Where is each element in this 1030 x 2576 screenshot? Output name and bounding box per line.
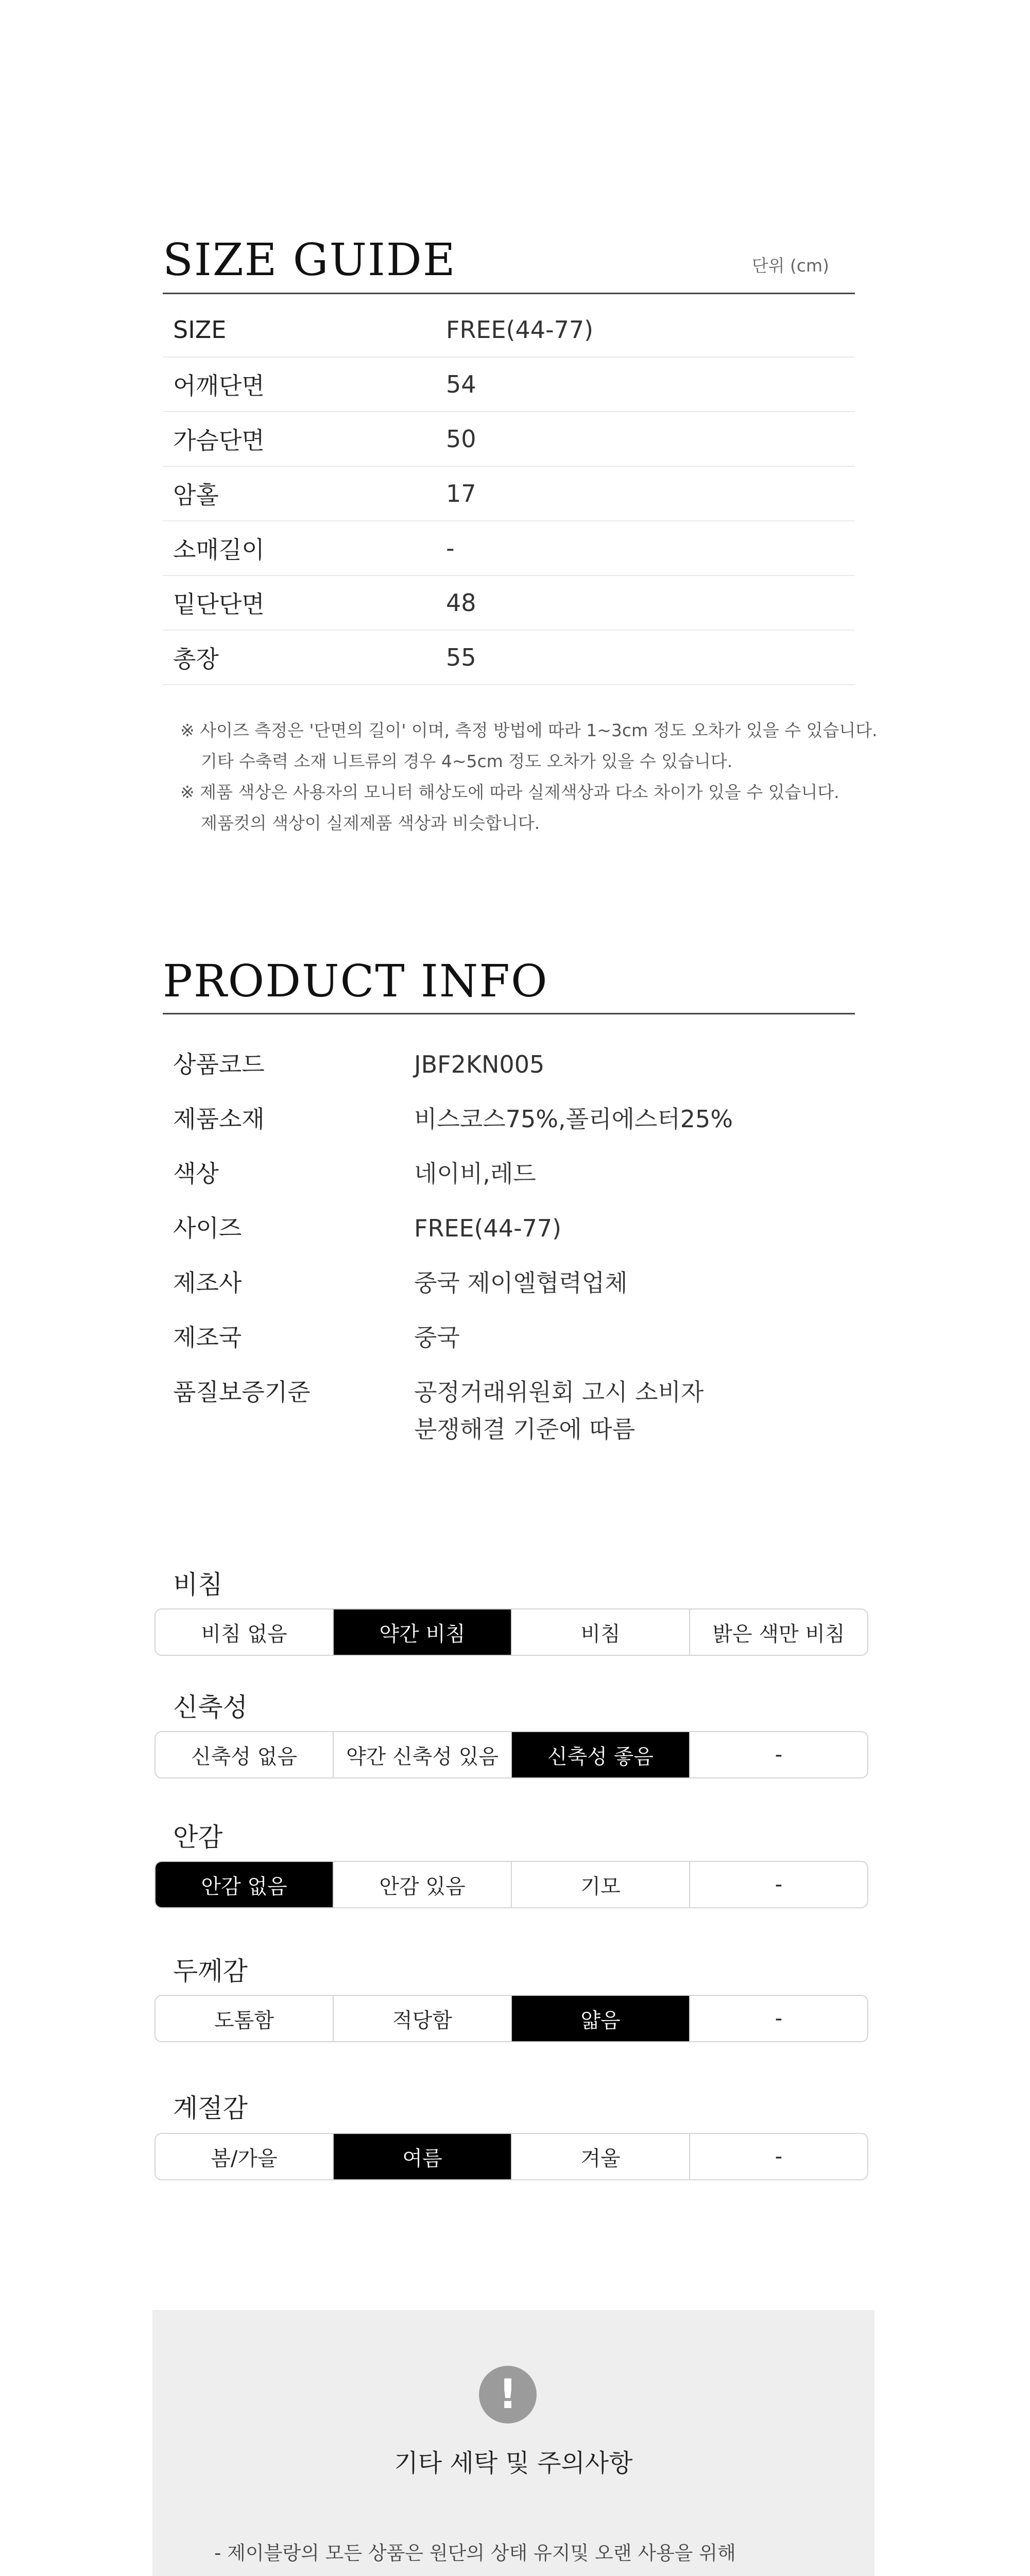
option-segment: -: [775, 1873, 783, 1896]
info-row: [173, 1100, 733, 1155]
care-line: [214, 2573, 864, 2576]
row-value: 55: [446, 643, 476, 671]
row-label: 암홀: [173, 481, 219, 509]
row-label: SIZE: [173, 316, 227, 344]
option-segment: 비침 없음: [156, 1609, 334, 1655]
option-segment: 신축성 없음: [156, 1732, 334, 1777]
info-value: JBF2KN005: [414, 1050, 545, 1078]
option-segment: 밝은 색만 비침: [712, 1622, 845, 1646]
table-row: [163, 631, 855, 685]
lining-selector: [154, 1861, 868, 1908]
option-segment: -: [775, 2007, 783, 2030]
option-segment: 안감 있음: [334, 1862, 512, 1907]
row-label: 총장: [173, 645, 219, 673]
care-instructions-panel: [152, 2310, 874, 2576]
option-segment: 안감 없음: [156, 1862, 334, 1907]
info-label: 상품코드: [173, 1050, 265, 1078]
option-segment: 적당함: [334, 1996, 512, 2041]
info-row: [173, 1264, 733, 1319]
size-notes: [180, 715, 878, 839]
option-segment: 겨울: [512, 2134, 690, 2179]
size-table: [163, 303, 855, 685]
info-value: 네이비,레드: [414, 1160, 536, 1188]
product-info-divider: [163, 1013, 855, 1014]
info-row: [173, 1210, 733, 1264]
option-segment: 약간 비침: [334, 1609, 512, 1655]
care-list: [214, 2534, 864, 2576]
row-label: 소매길이: [173, 536, 265, 564]
row-label: 가슴단면: [173, 427, 265, 454]
info-value: 중국 제이엘협력업체: [414, 1269, 628, 1297]
table-row: [163, 358, 855, 412]
option-segment: 도톰함: [156, 1996, 334, 2041]
option-segment: -: [775, 1743, 783, 1767]
note-line: ※ 제품 색상은 사용자의 모니터 해상도에 따라 실제색상과 다소 차이가 있을 수 있습니다.: [180, 782, 839, 802]
info-value: 중국: [414, 1324, 460, 1351]
info-row: [173, 1155, 733, 1210]
info-value-line: 공정거래위원회 고시 소비자: [414, 1378, 704, 1406]
attr-label-see-through: 비침: [173, 1570, 223, 1600]
option-segment: 비침: [512, 1609, 690, 1655]
table-row: [163, 576, 855, 631]
see-through-selector: [154, 1608, 868, 1656]
table-row: [163, 467, 855, 521]
thickness-selector: [154, 1995, 868, 2042]
info-row: [173, 1319, 733, 1374]
row-value: 48: [446, 589, 476, 617]
option-segment: 기모: [512, 1862, 690, 1907]
info-row: [173, 1374, 733, 1448]
season-selector: [154, 2133, 868, 2180]
option-segment: 신축성 좋음: [512, 1732, 690, 1777]
attr-label-stretch: 신축성: [173, 1692, 248, 1722]
attr-label-season: 계절감: [173, 2093, 248, 2123]
product-info-title: PRODUCT INFO: [163, 956, 548, 1007]
size-guide-divider: [163, 293, 855, 294]
info-label: 제품소재: [173, 1105, 265, 1133]
option-segment: -: [775, 2145, 783, 2168]
row-label: 어깨단면: [173, 372, 265, 400]
row-value: -: [446, 534, 455, 562]
option-segment: 얇음: [512, 1996, 690, 2041]
note-line: 기타 수축력 소재 니트류의 경우 4~5cm 정도 오차가 있을 수 있습니다.: [201, 751, 733, 771]
option-segment: 여름: [334, 2134, 512, 2179]
attr-label-lining: 안감: [173, 1822, 223, 1852]
option-segment: 약간 신축성 있음: [334, 1732, 512, 1777]
care-line: - 제이블랑의 모든 상품은 원단의 상태 유지및 오랜 사용을 위해: [214, 2542, 736, 2564]
row-value: FREE(44-77): [446, 316, 594, 344]
row-value: 54: [446, 370, 476, 398]
info-value: 비스코스75%,폴리에스터25%: [414, 1105, 733, 1133]
stretch-selector: [154, 1731, 868, 1778]
note-line: ※ 사이즈 측정은 '단면의 길이' 이며, 측정 방법에 따라 1~3cm 정도 오차가 있을 수 있습니다.: [180, 720, 878, 740]
table-row: [163, 521, 855, 576]
table-row: [163, 412, 855, 467]
row-value: 17: [446, 480, 476, 507]
info-value: [414, 1374, 703, 1448]
info-label: 사이즈: [173, 1214, 242, 1242]
info-label: 제조사: [173, 1269, 242, 1297]
size-guide-title: SIZE GUIDE: [163, 234, 456, 286]
row-value: 50: [446, 425, 476, 453]
option-segment: 봄/가을: [156, 2134, 334, 2179]
care-title: 기타 세탁 및 주의사항: [394, 2449, 633, 2478]
info-label: 제조국: [173, 1324, 242, 1351]
info-row: [173, 1046, 733, 1100]
note-line: 제품컷의 색상이 실제제품 색상과 비슷합니다.: [201, 813, 540, 833]
exclamation-icon: !: [479, 2366, 537, 2424]
unit-label: 단위 (cm): [751, 256, 829, 276]
info-label: 품질보증기준: [173, 1378, 311, 1406]
attr-label-thickness: 두께감: [173, 1956, 248, 1986]
table-row: [163, 303, 855, 358]
info-value-line: 분쟁해결 기준에 따름: [414, 1415, 636, 1443]
product-info-table: [173, 1046, 733, 1448]
info-value: FREE(44-77): [414, 1214, 562, 1242]
info-label: 색상: [173, 1160, 219, 1188]
row-label: 밑단단면: [173, 590, 265, 618]
